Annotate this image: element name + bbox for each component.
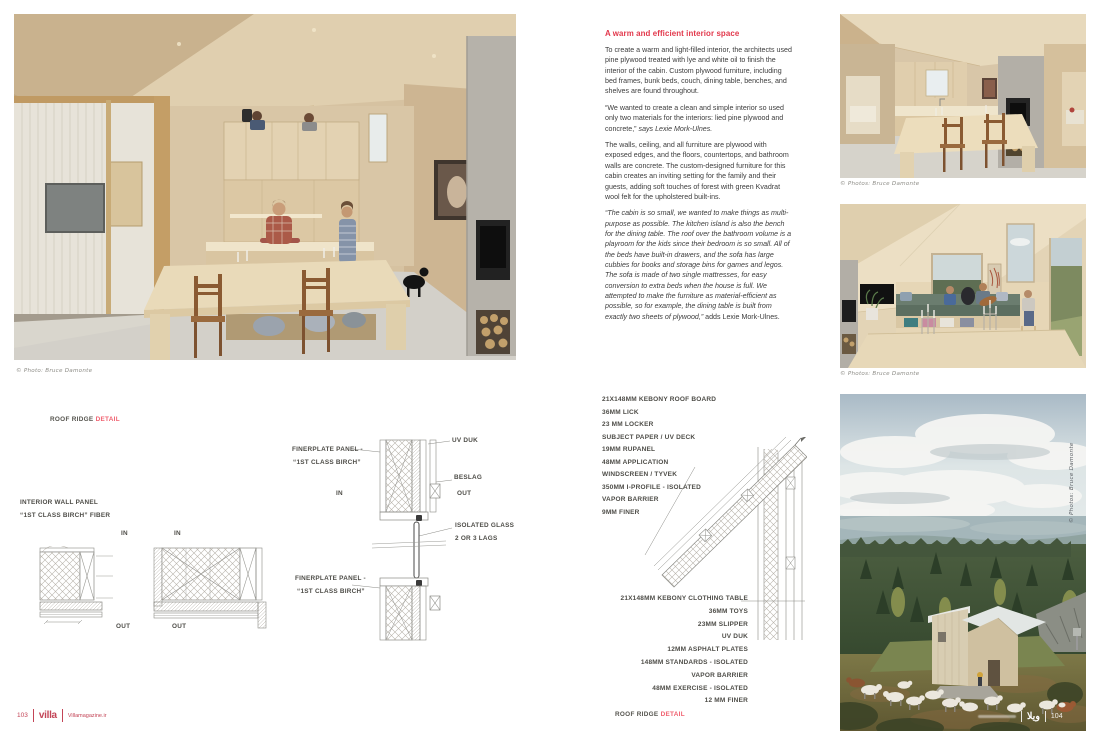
- spec-label: 12 MM FINER: [704, 697, 748, 705]
- article-paragraph-1: To create a warm and light-filled interior, the architects used pine plywood treated with lye and white oil to finish the interior of the cabin. Custom plywood furniture, including bed frames, bunk beds, couch, dining table, benches, and shelves are found throughout.: [605, 46, 792, 96]
- footer-divider: [33, 709, 34, 722]
- label-in-2: IN: [174, 530, 181, 537]
- quote-2-text: “The cabin is so small, we wanted to make things as multi-purpose as possible. The kitchen island is also the bench for the dining table. The roof over the bathroom volume is a playroom for the kids since their bedroom is so small. All of the beds have built-in drawers, and the sofa has large cubbies for books and storage bins for games and legos. The sofa is made of two single mattresses, for easy conversion to extra beds when the house is full. We attempted to make the furniture as material-efficient as possible, so for example, the dining table is built from exactly two sheets of plywood,”: [605, 209, 792, 321]
- footer-right: [978, 711, 1063, 722]
- roof-ridge-caption-accent: DETAIL: [660, 711, 685, 718]
- spec-label: 23MM SLIPPER: [697, 620, 748, 628]
- kitchen-interior-illustration: [840, 14, 1086, 178]
- label-out-3: OUT: [457, 490, 472, 497]
- label-finerplate-top-1: FINERPLATE PANEL -: [292, 446, 363, 453]
- spec-label: VAPOR BARRIER: [691, 671, 748, 679]
- left-diagram-title-accent: DETAIL: [95, 416, 120, 423]
- spec-label: 36MM TOYS: [708, 607, 748, 615]
- label-isolated-glass-1: ISOLATED GLASS: [455, 522, 515, 529]
- left-diagram-title: [50, 416, 120, 423]
- cabin-interior-illustration: [14, 14, 516, 360]
- label-finerplate-top-2: “1ST CLASS BIRCH”: [293, 459, 361, 466]
- spec-label: 148MM STANDARDS - ISOLATED: [640, 658, 748, 666]
- spec-label: 12MM ASPHALT PLATES: [667, 646, 748, 654]
- quote-1-attribution: says Lexie Mork-Ulnes.: [636, 124, 713, 133]
- spec-label: VAPOR BARRIER: [602, 496, 659, 504]
- article-quote-2: [605, 208, 792, 322]
- label-out-2: OUT: [172, 623, 187, 630]
- spec-label: 21X148MM KEBONY ROOF BOARD: [602, 396, 717, 403]
- label-interior-wall-panel-2: “1ST CLASS BIRCH” FIBER: [20, 512, 111, 519]
- roof-spec-list-bottom: [560, 593, 748, 708]
- spec-label: 48MM APPLICATION: [602, 458, 669, 466]
- footer-small-text: [978, 715, 1016, 718]
- spec-label: 19MM RUPANEL: [602, 446, 656, 454]
- footer-divider: [1045, 711, 1046, 722]
- spec-label: WINDSCREEN / TYVEK: [602, 471, 678, 479]
- magazine-site: Villamagazine.ir: [67, 712, 107, 719]
- sill-section-drawing-right: [152, 546, 270, 630]
- label-finerplate-bottom-2: “1ST CLASS BIRCH”: [297, 588, 365, 595]
- label-out-1: OUT: [116, 623, 131, 630]
- quote-1-text: “We wanted to create a clean and simple interior so used only two materials for the interiors: lied pine plywood and concrete,”: [605, 103, 784, 133]
- footer-left: [17, 709, 107, 722]
- villa-logo-farsi: ویلا: [1027, 711, 1040, 722]
- quote-2-attribution: adds Lexie Mork-Ulnes.: [703, 312, 780, 321]
- roof-ridge-caption-text: ROOF RIDGE: [615, 711, 661, 718]
- label-finerplate-bottom-1: FINERPLATE PANEL -: [295, 575, 366, 582]
- photo-credit-vertical: © Photos: Bruce Damonte: [1069, 442, 1075, 523]
- interior-photo-top-right: [840, 14, 1086, 178]
- label-isolated-glass-2: 2 OR 3 LAGS: [455, 535, 498, 542]
- label-uv-duk: UV DUK: [452, 437, 478, 444]
- label-interior-wall-panel-1: INTERIOR WALL PANEL: [20, 499, 99, 506]
- spec-label: 23 MM LOCKER: [602, 421, 654, 429]
- landscape-photo: [840, 394, 1086, 731]
- spec-label: UV DUK: [721, 633, 748, 641]
- article-quote-1: [605, 103, 792, 134]
- spec-label: 48MM EXERCISE - ISOLATED: [652, 684, 748, 692]
- label-in-3: IN: [336, 490, 343, 497]
- photo-credit-top-right: © Photos: Bruce Damonte: [840, 181, 920, 187]
- villa-logo: villa: [38, 710, 57, 721]
- main-interior-photo: [14, 14, 516, 360]
- article-heading: A warm and efficient interior space: [605, 29, 740, 38]
- footer-divider: [62, 709, 63, 722]
- label-in-1: IN: [121, 530, 128, 537]
- spec-label: 36MM LICK: [602, 408, 639, 416]
- cabin-landscape-illustration: [840, 394, 1086, 731]
- photo-credit-left: © Photo: Bruce Damonte: [16, 368, 93, 374]
- left-diagram-title-text: ROOF RIDGE: [50, 416, 96, 423]
- footer-divider: [1021, 711, 1022, 722]
- interior-photo-middle-right: [840, 204, 1086, 368]
- article-column: [605, 29, 792, 328]
- spec-label: 9MM FINER: [602, 508, 640, 516]
- spec-label: SUBJECT PAPER / UV DECK: [602, 433, 696, 441]
- sill-section-drawing-left: [38, 546, 114, 628]
- spec-label: 21X148MM KEBONY CLOTHING TABLE: [620, 595, 748, 602]
- page-number-left: 103: [17, 712, 28, 719]
- roof-ridge-caption: [615, 711, 685, 718]
- photo-credit-middle-right: © Photos: Bruce Damonte: [840, 371, 920, 377]
- page-number-right: 104: [1050, 713, 1063, 720]
- living-room-illustration: [840, 204, 1086, 368]
- article-paragraph-2: The walls, ceiling, and all furniture are plywood with exposed edges, and the floors, countertops, and bathroom walls are concrete. The custom-designed furniture for this cabin creates an inviting setting for the family and their guests, adding soft touches of forest with green Kvadrat wool felt for the upholstered built-ins.: [605, 141, 789, 201]
- spec-label: 350MM I-PROFILE - ISOLATED: [602, 483, 701, 491]
- label-beslag: BESLAG: [454, 474, 483, 481]
